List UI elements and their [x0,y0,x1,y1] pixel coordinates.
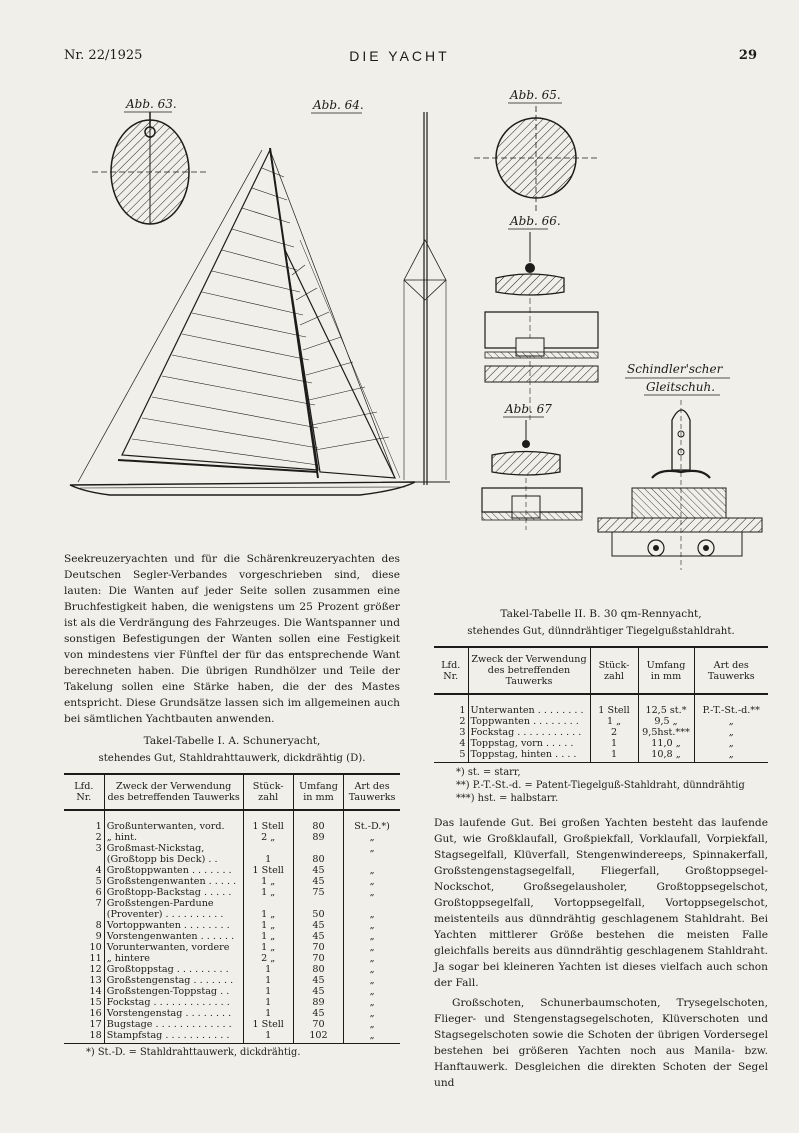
table2-header-cell: Umfang in mm [638,647,694,694]
table1-cell [344,854,400,865]
table1-header-cell: Stück-zahl [243,774,293,810]
table1-cell: Vortoppwanten . . . . . . . . [104,920,243,931]
table1-row [64,986,400,997]
table1-cell: Fockstag . . . . . . . . . . . . . [104,997,243,1008]
abb66-fitting [485,214,598,420]
table1-cell: 45 [293,865,343,876]
left-column [64,551,400,1059]
table2-cell: 11,0 „ [638,738,694,749]
table2-row [434,705,768,716]
table1-cell: 1 [243,854,293,865]
table1-header-cell: Lfd. Nr. [64,774,104,810]
table1-cell: 2 [95,832,102,843]
table1-row [64,1008,400,1019]
abb67-fitting [482,402,582,530]
table1-footnote: *) St.-D. = Stahldrahttauwerk, dickdrähtig. [86,1047,301,1058]
abb65-section [474,88,598,212]
table2-body [434,694,768,763]
table2-cell: 10,8 „ [638,749,694,763]
table2-cell: P.-T.-St.-d.** [694,705,768,716]
table1-row [64,953,400,964]
table1-cell: 3 [95,843,102,854]
table1-cell: 2 „ [243,832,293,843]
table1-cell [64,909,104,920]
table1-row [64,1030,400,1044]
table1-cell: 11 [89,953,102,964]
table1-cell: 2 „ [243,953,293,964]
table1-cell: 8 [95,920,102,931]
table1-cell: 45 [293,975,343,986]
table1-cell: 14 [89,986,102,997]
table1-cell: „ [344,832,400,843]
page-number: 29 [738,48,757,63]
table1-cell: (Proventer) . . . . . . . . . . [104,909,243,920]
table1-cell: „ [344,986,400,997]
table1-cell: Großstengen-Pardune [104,898,243,909]
table2-row [434,716,768,727]
table1-cell: 16 [89,1008,102,1019]
table1-cell: 12 [89,964,102,975]
table1-cell: Großtopp-Backstag . . . . . [104,887,243,898]
table2-cell: Toppwanten . . . . . . . . [468,716,590,727]
table1-cell: 1 [243,964,293,975]
table2-row [434,727,768,738]
table2-cell: 5 [434,749,468,763]
table1-row [64,942,400,953]
table1-cell: „ [344,975,400,986]
table2-cell: 1 Stell [590,705,638,716]
table1-row [64,997,400,1008]
table1-header-cell: Zweck der Verwendung des betreffenden Tauwerks [104,774,243,810]
table2-cell: „ [694,738,768,749]
table2-header-cell: Zweck der Verwendung des betreffenden Tauwerks [468,647,590,694]
table2-row [434,749,768,763]
table1-cell: 89 [293,997,343,1008]
table1-cell: 45 [293,876,343,887]
table1-row [64,920,400,931]
table2-cell: Unterwanten . . . . . . . . [468,705,590,716]
table1-cell: 6 [95,887,102,898]
table2-cell: 2 [590,727,638,738]
table2-footnote: ***) hst. = halbstarr. [456,793,559,804]
table2-footnotes [434,766,768,805]
magazine-title: DIE YACHT [349,48,450,64]
table1-cell: 1 [243,986,293,997]
table1-cell: 1 Stell [243,1019,293,1030]
table1-cell: „ [344,920,400,931]
table1-cell [293,843,343,854]
table1-cell: 17 [89,1019,102,1030]
table2-subcaption: stehendes Gut, dünndrähtiger Tiegelgußstahldraht. [467,626,735,637]
gleitschuh-drawing [598,362,762,570]
schindler-label-1: Schindler'scher [627,362,723,376]
table1-cell: Stampfstag . . . . . . . . . . . [104,1030,243,1044]
table2-cell: Toppstag, hinten . . . . [468,749,590,763]
left-paragraph: Seekreuzeryachten und für die Schärenkreuzeryachten des Deutschen Segler-Verbandes vorgeschrieben sind, diese lauten: Die Wanten auf jeder Seite sollen zusammen eine Bruchfestigkeit haben, die wenigstens um 25 Prozent größer ist als die Verdrängung des Fahrzeuges. Die Wantspanner und sonstigen Befestigungen der Wanten sollen eine Festigkeit von mindestens vier Fünftel der für das entsprechende Want berechneten haben. Die übrigen Rundhölzer und Teile der Takelung sollen eine Stärke haben, die der des Mastes entspricht. Diese Grundsätze lassen sich im allgemeinen auch bei sämtlichen Yachtbauten anwenden. [64,553,400,725]
table1-cell: „ hintere [104,953,243,964]
table1-cell: Großtoppwanten . . . . . . . [104,865,243,876]
table1-cell: 1 [243,975,293,986]
table1-cell: „ [344,953,400,964]
abb63-mast-section [92,97,208,224]
table1-cell: 1 „ [243,909,293,920]
table1-cell: „ [344,1008,400,1019]
table1-cell: 70 [293,1019,343,1030]
table1-cell: 13 [89,975,102,986]
table2-cell: 9,5 „ [638,716,694,727]
table1-cell: 70 [293,953,343,964]
table1-cell: 1 [243,997,293,1008]
table1-cell: 1 „ [243,887,293,898]
table1-cell: 1 „ [243,931,293,942]
table1-cell: „ [344,1030,400,1044]
table2-row [434,738,768,749]
abb66-label: Abb. 66. [510,214,561,228]
table1-caption: Takel-Tabelle I. A. Schuneryacht, [143,735,321,747]
table1-cell: 1 [95,821,102,832]
table2-cell: 1 [459,705,466,716]
table1-cell: 1 Stell [243,865,293,876]
table1-row [64,898,400,909]
table2-footnote: *) st. = starr, [456,767,521,778]
table1-cell: 1 „ [243,942,293,953]
table1-cell: 18 [64,1030,104,1044]
table2-footnote: **) P.-T.-St.-d. = Patent-Tiegelguß-Stahldraht, dünndrähtig [456,780,745,791]
table1-header-cell: Umfang in mm [293,774,343,810]
table1-cell: „ [344,931,400,942]
table1-row [64,887,400,898]
table1-cell [64,854,104,865]
table2-cell: 4 [459,738,466,749]
table1-cell: 102 [293,1030,343,1044]
table2-header-cell: Stück-zahl [590,647,638,694]
table1-cell: 4 [95,865,102,876]
table1-cell: 45 [293,986,343,997]
table1-cell: 80 [293,821,343,832]
table1-cell: 45 [293,920,343,931]
table2-header-cell: Lfd. Nr. [434,647,468,694]
table1-cell: Vorstengenstag . . . . . . . . [104,1008,243,1019]
table1-cell: 1 „ [243,920,293,931]
table1-cell: 45 [293,931,343,942]
table1 [64,773,400,1044]
table1-cell [243,898,293,909]
table2-header-cell: Art des Tauwerks [694,647,768,694]
table1-cell: 45 [293,1008,343,1019]
table2-header-row [434,647,768,694]
table1-cell: 1 Stell [243,821,293,832]
abb67-label: Abb. 67 [505,402,552,416]
abb64-label: Abb. 64. [313,98,364,112]
table1-cell [243,843,293,854]
table1-row [64,964,400,975]
table2-cell: 1 „ [590,716,638,727]
table1-cell: Bugstage . . . . . . . . . . . . . [104,1019,243,1030]
table2-cell: „ [694,716,768,727]
table1-subcaption: stehendes Gut, Stahldrahttauwerk, dickdrähtig (D). [98,753,366,764]
right-column [434,606,768,1091]
table1-row [64,876,400,887]
table1-cell: „ [344,964,400,975]
table1-cell: „ [344,1019,400,1030]
table2-cell: 1 [590,738,638,749]
table1-cell: 70 [293,942,343,953]
table1-cell: 80 [293,854,343,865]
table1-row [64,865,400,876]
table1-cell: Vorstengenwanten . . . . . . [104,931,243,942]
table1-row [64,843,400,854]
table1-cell: „ [344,876,400,887]
table2-cell: 2 [459,716,466,727]
table2-cell: 9,5hst.*** [638,727,694,738]
table1-row [64,854,400,865]
table1-cell: (Großtopp bis Deck) . . [104,854,243,865]
table2-cell: 3 [459,727,466,738]
table2-caption: Takel-Tabelle II. B. 30 qm-Rennyacht, [500,608,702,620]
table1-cell: Großstengenstag . . . . . . . [104,975,243,986]
table1-cell: 75 [293,887,343,898]
table1-cell: „ [344,909,400,920]
table1-row [64,821,400,832]
table1-cell: „ [344,887,400,898]
table1-cell: Großmast-Nickstag, [104,843,243,854]
table1-cell: 50 [293,909,343,920]
table2-cell: 12,5 st.* [638,705,694,716]
issue-number: Nr. 22/1925 [64,48,143,63]
table1-cell: Großtoppstag . . . . . . . . . [104,964,243,975]
table1-header-row [64,774,400,810]
table1-cell: 1 [243,1008,293,1019]
table1-cell: St.-D.*) [344,821,400,832]
table1-cell: 9 [95,931,102,942]
table1-cell: Großunterwanten, vord. [104,821,243,832]
table1-cell: 7 [95,898,102,909]
table1-row [64,832,400,843]
table1-row [64,909,400,920]
table1-cell: 80 [293,964,343,975]
table1-cell: „ [344,942,400,953]
table2-cell: „ [694,727,768,738]
table1-cell: 10 [89,942,102,953]
abb65-label: Abb. 65. [510,88,561,102]
table1-cell: „ [344,997,400,1008]
table2-cell: Toppstag, vorn . . . . . [468,738,590,749]
table1-row [64,931,400,942]
table2-cell: „ [694,749,768,763]
table1-body [64,810,400,1044]
table1-cell: Großstengenwanten . . . . . [104,876,243,887]
table1-row [64,1019,400,1030]
table1-cell: „ hint. [104,832,243,843]
table1-cell: „ [344,843,400,854]
abb63-label: Abb. 63. [126,97,177,111]
table1-cell: 5 [95,876,102,887]
table1-row [64,975,400,986]
table1-header-cell: Art des Tauwerks [344,774,400,810]
table1-cell: 1 „ [243,876,293,887]
schindler-label-2: Gleitschuh. [646,380,716,394]
table1-cell: 1 [243,1030,293,1044]
table1-cell: 15 [89,997,102,1008]
right-paragraph-1: Das laufende Gut. Bei großen Yachten besteht das laufende Gut, wie Großklaufall, Großpiekfall, Vorklaufall, Vorpiekfall, Stagsegelfall, Klüverfall, Stengenwindereeps, Spinnakerfall, Großstengenstagsegelfall, Fliegerfall, Großtoppsegel-Nockschot, Großsegelausholer, Großtoppsegelschot, Großtoppsegelfall, Vortoppsegelfall, Vortoppsegelschot, meistenteils aus dünndrähtig geschlagenem Stahldraht. Bei Yachten mittlerer Größe bestehen die meisten Falle gleichfalls bereits aus dünndrähtig geschlagenem Stahldraht. Ja sogar bei kleineren Yachten ist dieses vielfach auch schon der Fall. [434,817,768,989]
table1-cell: 89 [293,832,343,843]
mast-front-view [400,112,450,485]
table1-cell: Großstengen-Toppstag . . [104,986,243,997]
table1-cell [293,898,343,909]
table2 [434,646,768,763]
table1-cell: „ [344,865,400,876]
table2-cell: 1 [590,749,638,763]
table1-cell: Vorunterwanten, vordere [104,942,243,953]
table2-cell: Fockstag . . . . . . . . . . . [468,727,590,738]
right-paragraph-2: Großschoten, Schunerbaumschoten, Trysegelschoten, Flieger- und Stengenstagsegelschoten, Klüverschoten und Stagsegelschoten sowie die Schoten der übrigen Vordersegel bestehen bei größeren Yachten noch aus Manila- bzw. Hanftauwerk. Desgleichen die direkten Schoten der Segel und [434,997,768,1089]
table1-cell [344,898,400,909]
